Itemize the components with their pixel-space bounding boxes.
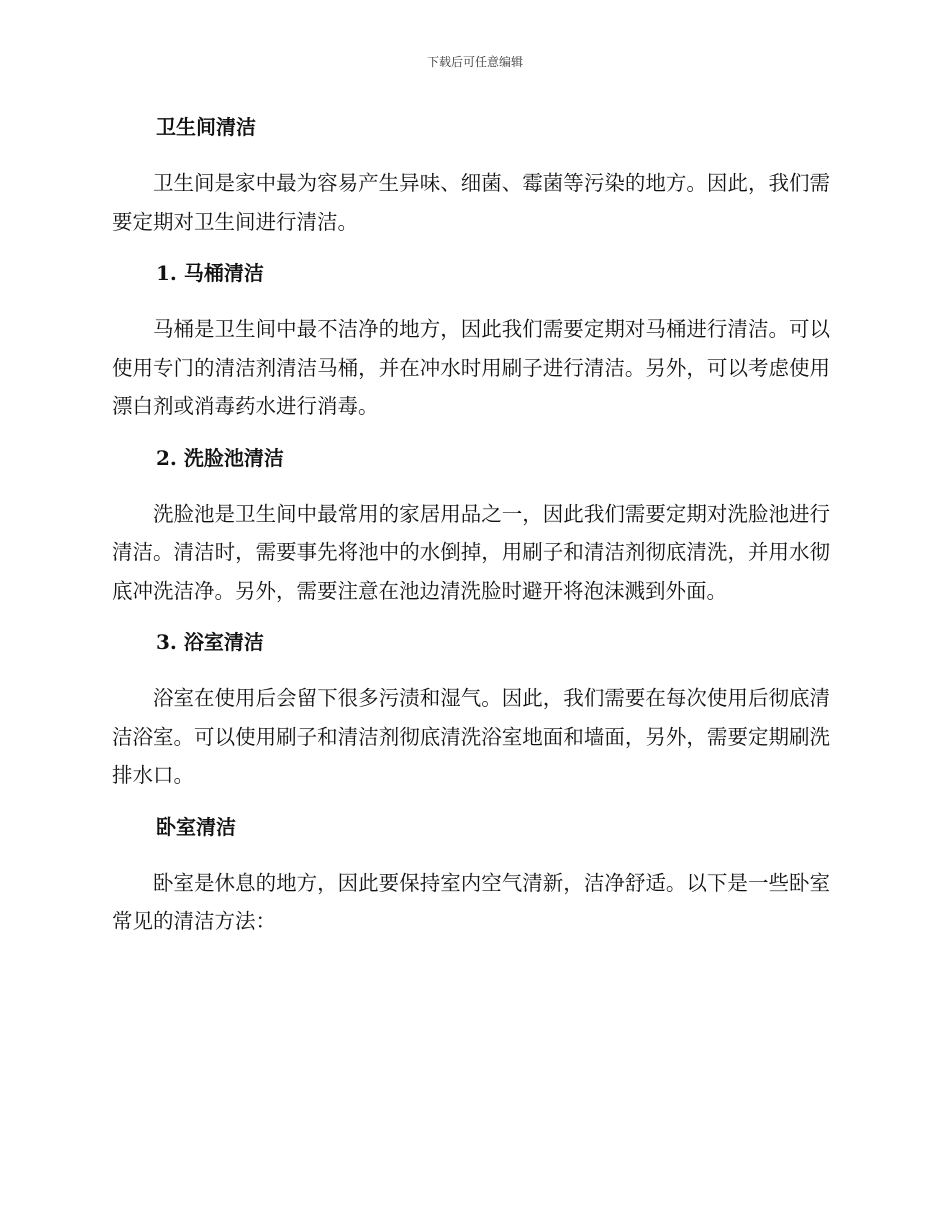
paragraph-shower: 浴室在使用后会留下很多污渍和湿气。因此，我们需要在每次使用后彻底清洁浴室。可以使用刷子和清洁剂彻底清洗浴室地面和墙面，另外，需要定期刷洗排水口。 (112, 686, 830, 787)
paragraph-bathroom-intro: 卫生间是家中最为容易产生异味、细菌、霉菌等污染的地方。因此，我们需要定期对卫生间进行清洁。 (112, 171, 830, 234)
paragraph-bedroom-intro: 卧室是休息的地方，因此要保持室内空气清新，洁净舒适。以下是一些卧室常见的清洁方法： (112, 870, 830, 933)
paragraph-sink: 洗脸池是卫生间中最常用的家居用品之一，因此我们需要定期对洗脸池进行清洁。清洁时，需要事先将池中的水倒掉，用刷子和清洁剂彻底清洗，并用水彻底冲洗洁净。另外，需要注意在池边清洗脸时避开将泡沫溅到外面。 (112, 501, 830, 603)
section-heading-bedroom: 卧室清洁 (156, 814, 236, 839)
section-heading-shower: 3. 浴室清洁 (156, 630, 264, 654)
section-heading-sink: 2. 洗脸池清洁 (156, 445, 284, 470)
document-body (112, 110, 830, 941)
section-heading-bathroom: 卫生间清洁 (156, 115, 256, 139)
section-heading-toilet: 1. 马桶清洁 (156, 261, 264, 285)
page-header-note: 下载后可任意编辑 (426, 55, 523, 69)
paragraph-toilet: 马桶是卫生间中最不洁净的地方，因此我们需要定期对马桶进行清洁。可以使用专门的清洁剂清洁马桶，并在冲水时用刷子进行清洁。另外，可以考虑使用漂白剂或消毒药水进行消毒。 (112, 317, 830, 418)
